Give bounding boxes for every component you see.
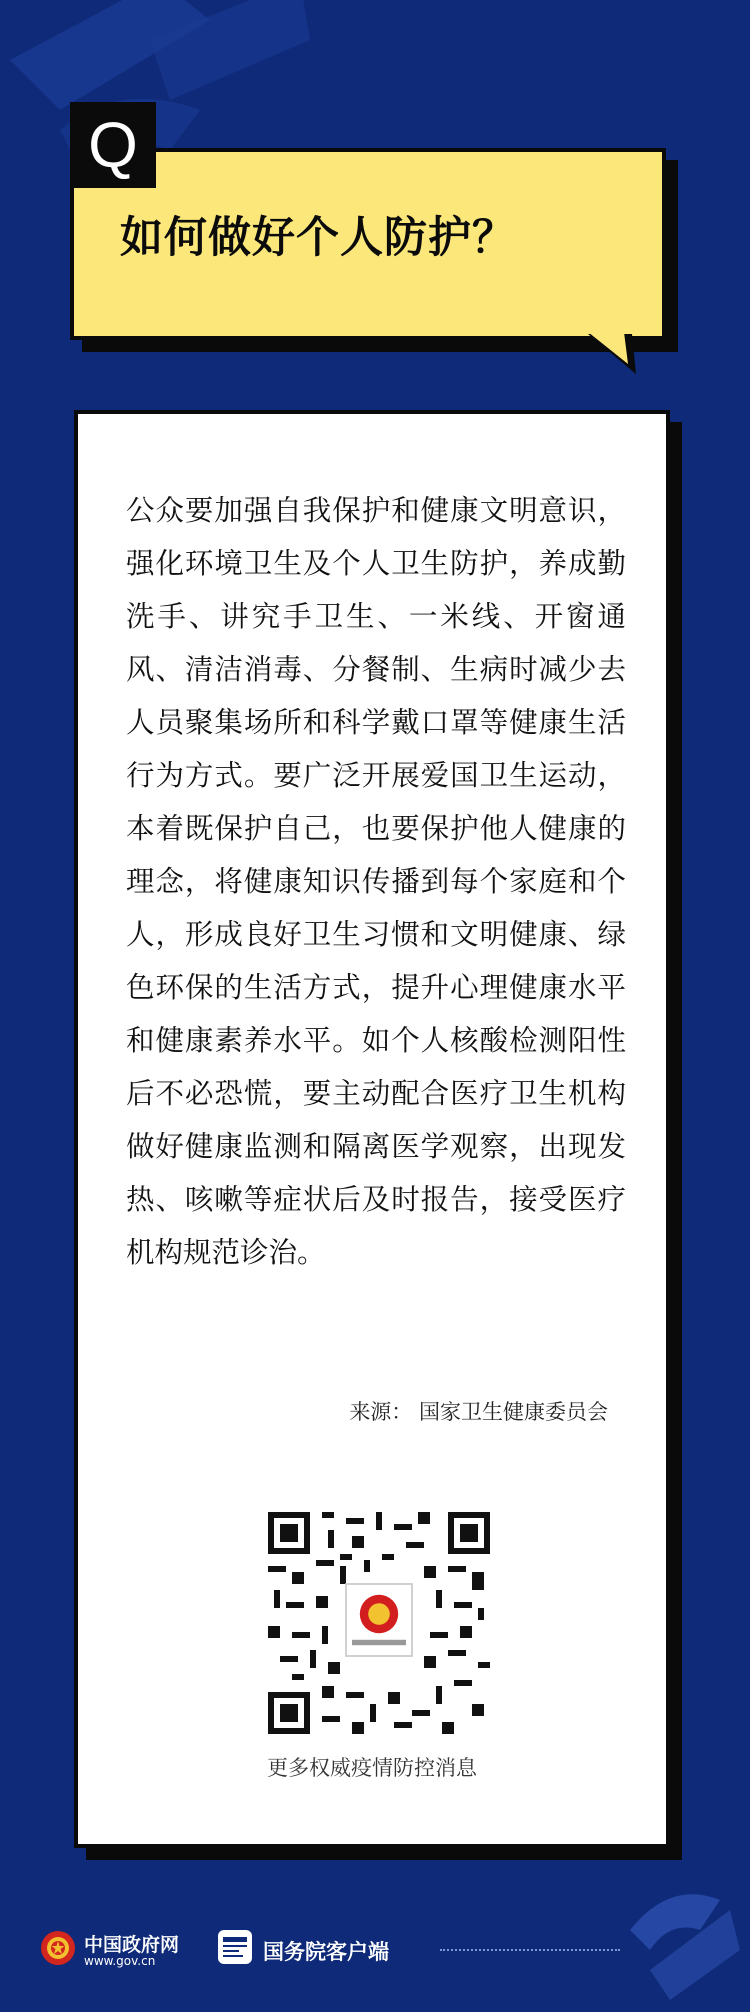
question-badge: Q (70, 102, 156, 188)
question-title: 如何做好个人防护？ (120, 213, 516, 263)
speech-tail-icon (588, 334, 648, 384)
app-name[interactable]: 国务院客户端 (263, 1940, 389, 1964)
gov-site-name[interactable]: 中国政府网 (84, 1934, 180, 1956)
gov-site-url[interactable]: www.gov.cn (84, 1954, 156, 1968)
footer-bar (0, 1930, 750, 1970)
qr-caption: 更多权威疫情防控消息 (267, 1756, 477, 1780)
answer-box (74, 410, 670, 1848)
qr-code[interactable] (268, 1512, 490, 1734)
national-emblem-icon (40, 1930, 76, 1966)
state-council-app-icon (218, 1930, 252, 1964)
question-box (70, 148, 666, 340)
footer-dotted-divider (440, 1949, 620, 1951)
source-note: 来源： 国家卫生健康委员会 (349, 1400, 608, 1424)
answer-body: 公众要加强自我保护和健康文明意识，强化环境卫生及个人卫生防护，养成勤洗手、讲究手卫生、一米线、开窗通风、清洁消毒、分餐制、生病时减少去人员聚集场所和科学戴口罩等健康生活行为方式。要广泛开展爱国卫生运动，本着既保护自己，也要保护他人健康的理念，将健康知识传播到每个家庭和个人，形成良好卫生习惯和文明健康、绿色环保的生活方式，提升心理健康水平和健康素养水平。如个人核酸检测阳性后不必恐慌，要主动配合医疗卫生机构做好健康监测和隔离医学观察，出现发热、咳嗽等症状后及时报告，接受医疗机构规范诊治。 (126, 494, 626, 1269)
